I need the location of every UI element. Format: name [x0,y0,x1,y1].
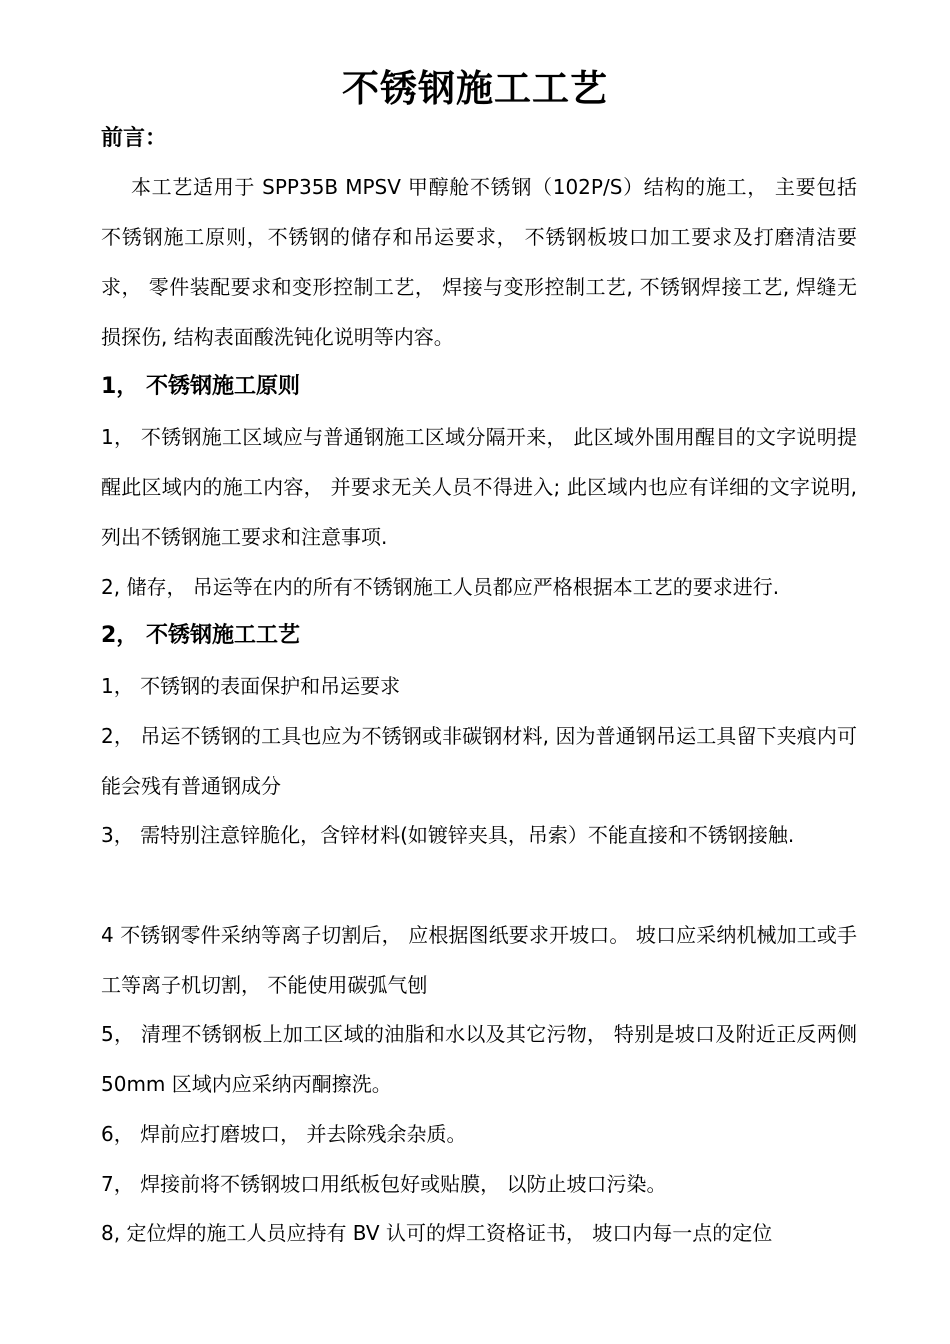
section-1-item-1: 1， 不锈钢施工区域应与普通钢施工区域分隔开来， 此区域外围用醒目的文字说明提醒此区域内的施工内容， 并要求无关人员不得进入; 此区域内也应有详细的文字说明, 列出不锈钢施工要求和注意事项. [101,425,857,549]
section-2-item-8: 8, 定位焊的施工人员应持有 BV 认可的焊工资格证书， 坡口内每一点的定位 [101,1221,773,1245]
section-2-item-5: 5， 清理不锈钢板上加工区域的油脂和水以及其它污物， 特别是坡口及附近正反两侧 50mm 区域内应采纳丙酮擦洗。 [101,1022,857,1096]
preface-heading: 前言： [101,126,168,151]
section-2-item-4: 4 不锈钢零件采纳等离子切割后， 应根据图纸要求开坡口。 坡口应采纳机械加工或手工等离子机切割， 不能使用碳弧气刨 [101,923,857,997]
section-2-item-2: 2， 吊运不锈钢的工具也应为不锈钢或非碳钢材料, 因为普通钢吊运工具留下夹痕内可能会残有普通钢成分 [101,724,857,798]
section-1-item-2: 2, 储存， 吊运等在内的所有不锈钢施工人员都应严格根据本工艺的要求进行. [101,575,780,599]
section-2-heading: 2， 不锈钢施工工艺 [101,623,300,648]
section-2-item-3: 3， 需特别注意锌脆化，含锌材料(如镀锌夹具，吊索）不能直接和不锈钢接触. [101,823,795,847]
document-title: 不锈钢施工工艺 [342,67,608,110]
section-2-item-6: 6， 焊前应打磨坡口， 并去除残余杂质。 [101,1122,467,1146]
section-2-item-1: 1， 不锈钢的表面保护和吊运要求 [101,674,401,698]
section-1-heading: 1， 不锈钢施工原则 [101,374,300,399]
section-2-item-7: 7， 焊接前将不锈钢坡口用纸板包好或贴膜， 以防止坡口污染。 [101,1172,667,1196]
preface-paragraph: 本工艺适用于 SPP35B MPSV 甲醇舱不锈钢（102P/S）结构的施工， 主要包括不锈钢施工原则，不锈钢的储存和吊运要求， 不锈钢板坡口加工要求及打磨清洁要求， 零件装配要求和变形控制工艺， 焊接与变形控制工艺, 不锈钢焊接工艺, 焊缝无损探伤, 结构表面酸洗钝化说明等内容。 [101,175,857,349]
